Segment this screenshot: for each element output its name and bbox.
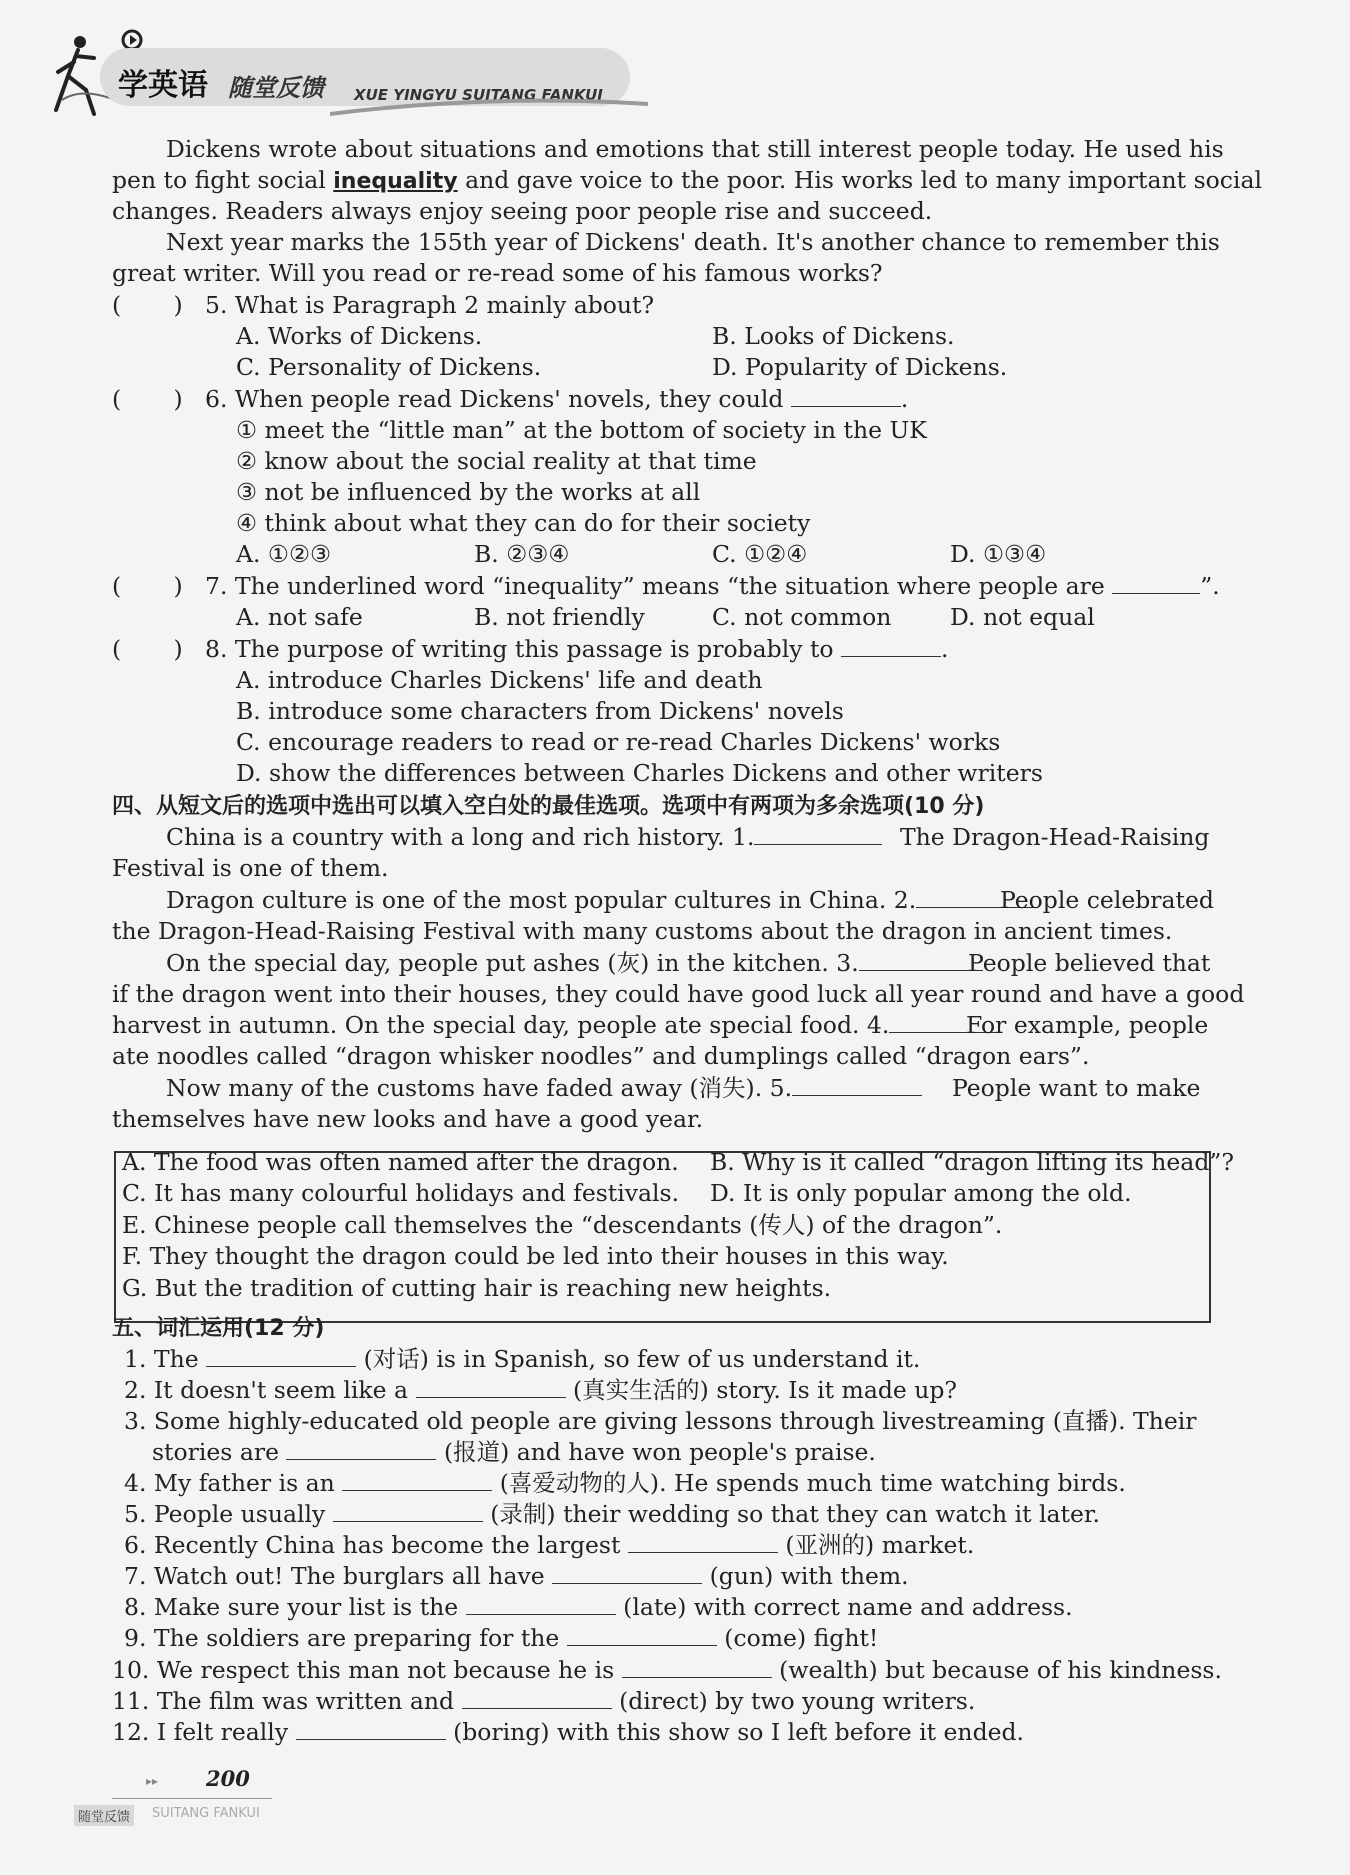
passage-line: Dickens wrote about situations and emotions that still interest people today. He used his [166,135,1224,163]
vocab-text: stories are [152,1438,279,1466]
vocab-text: (direct) by two young writers. [619,1687,976,1715]
cloze-text: harvest in autumn. On the special day, people ate special food. 4. [112,1011,890,1039]
vocab-item [152,1437,876,1468]
underlined-word: inequality [333,169,458,194]
cloze-line-end: People believed that [968,949,1211,977]
vocab-item [124,1623,878,1654]
cloze-line [166,885,1036,916]
vocab-item [124,1375,957,1406]
answer-bracket[interactable]: ( ) [112,385,183,413]
section-4-heading: 四、从短文后的选项中选出可以填入空白处的最佳选项。选项中有两项为多余选项(10 分) [112,794,985,819]
vocab-item [112,1686,975,1717]
cloze-line [166,1073,922,1104]
vocab-text: (录制) their wedding so that they can watch it later. [490,1500,1101,1528]
vocab-text: 1. The [124,1345,199,1373]
cloze-line-end: For example, people [966,1011,1209,1039]
cloze-text: Dragon culture is one of the most popular cultures in China. 2. [166,886,917,914]
answer-bracket[interactable]: ( ) [112,572,183,600]
vocab-text: 10. We respect this man not because he is [112,1656,615,1684]
page-number: 200 [206,1766,250,1791]
answer-blank[interactable] [333,1499,483,1522]
answer-blank[interactable] [416,1375,566,1398]
question-stem: 6. When people read Dickens' novels, they could . [205,385,909,413]
answer-blank[interactable] [206,1344,356,1367]
vocab-text: 2. It doesn't seem like a [124,1376,409,1404]
passage-text: and gave voice to the poor. His works led to many important social [457,166,1262,194]
option-a[interactable]: A. introduce Charles Dickens' life and death [236,666,763,694]
cloze-line: if the dragon went into their houses, they could have good luck all year round and have a good [112,980,1245,1008]
vocab-item [124,1468,1126,1499]
option-c[interactable]: C. encourage readers to read or re-read Charles Dickens' works [236,728,1001,756]
statement-3: ③ not be influenced by the works at all [236,478,701,506]
option-c[interactable]: C. not common [712,603,892,631]
cloze-line-end: People want to make [952,1074,1201,1102]
vocab-item [112,1655,1222,1686]
answer-blank-3[interactable] [859,948,983,971]
answer-blank[interactable] [841,634,941,657]
passage-line: great writer. Will you read or re-read some of his famous works? [112,259,883,287]
answer-blank[interactable] [567,1623,717,1646]
footer-label-en: SUITANG FANKUI [152,1806,260,1821]
vocab-text: (亚洲的) market. [785,1531,975,1559]
footer-label: 随堂反馈 [74,1805,134,1826]
vocab-text: (gun) with them. [709,1562,909,1590]
option-a[interactable]: A. Works of Dickens. [236,322,483,350]
passage-line: Next year marks the 155th year of Dickens' death. It's another chance to remember this [166,228,1220,256]
vocab-item: 3. Some highly-educated old people are giving lessons through livestreaming (直播). Their [124,1407,1197,1435]
cloze-line: ate noodles called “dragon whisker noodles” and dumplings called “dragon ears”. [112,1042,1090,1070]
box-option-d: D. It is only popular among the old. [710,1179,1132,1207]
option-d[interactable]: D. not equal [950,603,1095,631]
statement-1: ① meet the “little man” at the bottom of society in the UK [236,416,927,444]
passage-line: changes. Readers always enjoy seeing poor people rise and succeed. [112,197,933,225]
answer-blank[interactable] [628,1530,778,1553]
question-text: 8. The purpose of writing this passage is probably to [205,635,834,663]
cloze-line: themselves have new looks and have a good year. [112,1105,704,1133]
answer-blank[interactable] [552,1561,702,1584]
answer-blank[interactable] [462,1686,612,1709]
cloze-line: Festival is one of them. [112,854,389,882]
vocab-item [124,1561,909,1592]
header-swoosh-icon [330,96,650,120]
option-d[interactable]: D. show the differences between Charles Dickens and other writers [236,759,1043,787]
cloze-line-end: People celebrated [1000,886,1214,914]
option-c[interactable]: C. Personality of Dickens. [236,353,542,381]
option-b[interactable]: B. introduce some characters from Dickens' novels [236,697,844,725]
answer-blank[interactable] [296,1717,446,1740]
vocab-item [124,1592,1073,1623]
vocab-text: 8. Make sure your list is the [124,1593,459,1621]
option-c[interactable]: C. ①②④ [712,540,808,568]
box-option-g: G. But the tradition of cutting hair is reaching new heights. [122,1274,832,1302]
vocab-text: (真实生活的) story. Is it made up? [573,1376,958,1404]
cloze-line-end: The Dragon-Head-Raising [900,823,1210,851]
answer-bracket[interactable]: ( ) [112,291,183,319]
cloze-line [112,1010,1001,1041]
statement-2: ② know about the social reality at that time [236,447,757,475]
vocab-text: 6. Recently China has become the largest [124,1531,621,1559]
option-d[interactable]: D. Popularity of Dickens. [712,353,1008,381]
vocab-text: 7. Watch out! The burglars all have [124,1562,545,1590]
answer-blank[interactable] [791,384,901,407]
option-d[interactable]: D. ①③④ [950,540,1047,568]
cloze-line [166,948,983,979]
cloze-line: the Dragon-Head-Raising Festival with many customs about the dragon in ancient times. [112,917,1173,945]
cloze-text: On the special day, people put ashes (灰) in the kitchen. 3. [166,949,859,977]
answer-blank[interactable] [622,1655,772,1678]
answer-blank-1[interactable] [754,822,882,845]
question-text: ”. [1200,572,1220,600]
passage-text: pen to fight social [112,166,334,194]
vocab-text: (报道) and have won people's praise. [443,1438,876,1466]
question-text: 6. When people read Dickens' novels, they could [205,385,784,413]
question-stem: 8. The purpose of writing this passage is probably to . [205,635,949,663]
box-option-a: A. The food was often named after the dragon. [122,1148,679,1176]
option-a[interactable]: A. ①②③ [236,540,332,568]
vocab-text: (wealth) but because of his kindness. [779,1656,1222,1684]
vocab-text: (对话) is in Spanish, so few of us understand it. [363,1345,921,1373]
vocab-item [112,1717,1024,1748]
passage-line [112,165,1262,197]
vocab-item [124,1344,920,1375]
statement-4: ④ think about what they can do for their society [236,509,811,537]
vocab-text: 11. The film was written and [112,1687,455,1715]
box-option-e: E. Chinese people call themselves the “descendants (传人) of the dragon”. [122,1211,1003,1239]
header-subtitle: XUE YINGYU SUITANG FANKUI [354,86,603,104]
vocab-item [124,1530,974,1561]
option-b[interactable]: B. Looks of Dickens. [712,322,955,350]
vocab-text: 4. My father is an [124,1469,335,1497]
answer-blank[interactable] [1112,571,1200,594]
footer-rule [112,1798,272,1799]
vocab-text: 5. People usually [124,1500,326,1528]
box-option-b: B. Why is it called “dragon lifting its head”? [710,1148,1234,1176]
vocab-item [124,1499,1100,1530]
cloze-text: China is a country with a long and rich history. 1. [166,823,755,851]
answer-blank-5[interactable] [792,1073,922,1096]
question-stem [205,571,1220,602]
box-option-c: C. It has many colourful holidays and festivals. [122,1179,680,1207]
arrow-icon: ▸▸ [146,1774,159,1788]
cloze-text: Now many of the customs have faded away (消失). 5. [166,1074,793,1102]
answer-bracket[interactable]: ( ) [112,635,183,663]
section-5-heading: 五、词汇运用(12 分) [112,1316,325,1341]
option-a[interactable]: A. not safe [236,603,363,631]
answer-blank[interactable] [286,1437,436,1460]
question-text: 7. The underlined word “inequality” means “the situation where people are [205,572,1105,600]
answer-blank[interactable] [342,1468,492,1491]
vocab-text: (boring) with this show so I left before it ended. [453,1718,1025,1746]
vocab-text: (喜爱动物的人). He spends much time watching birds. [499,1469,1126,1497]
header-title: 学英语 [118,68,208,103]
header-handwritten-title: 随堂反馈 [228,73,324,102]
option-b[interactable]: B. ②③④ [474,540,570,568]
vocab-text: 9. The soldiers are preparing for the [124,1624,560,1652]
vocab-text: (come) fight! [724,1624,879,1652]
vocab-text: (late) with correct name and address. [623,1593,1073,1621]
option-b[interactable]: B. not friendly [474,603,645,631]
question-stem: 5. What is Paragraph 2 mainly about? [205,291,655,319]
answer-blank[interactable] [466,1592,616,1615]
box-option-f: F. They thought the dragon could be led into their houses in this way. [122,1242,949,1270]
vocab-text: 12. I felt really [112,1718,289,1746]
cloze-line [166,822,882,853]
